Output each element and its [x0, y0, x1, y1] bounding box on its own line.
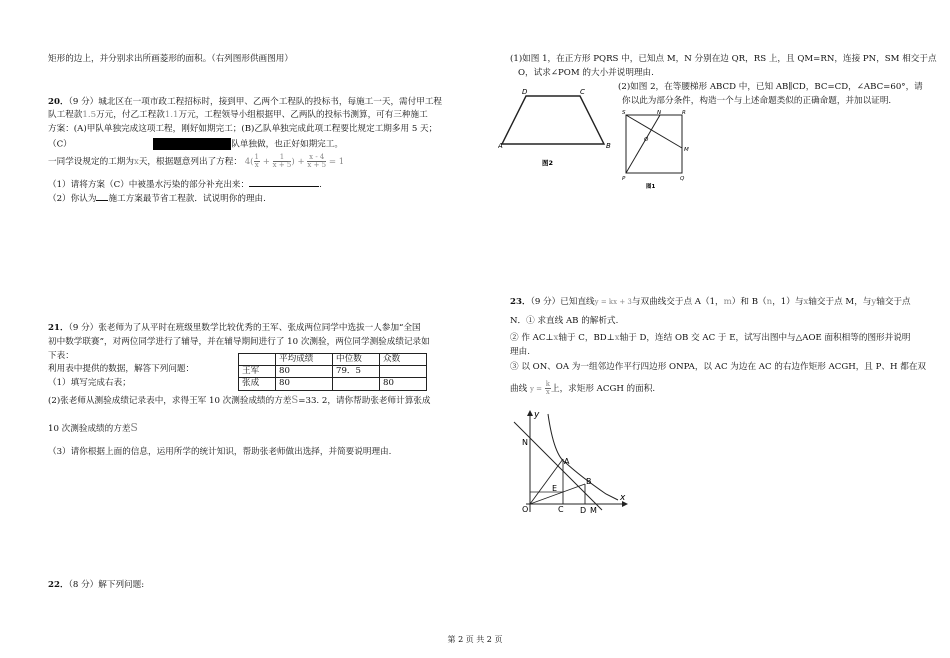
q20-value-2: 1.1 [164, 110, 179, 120]
q23-text-3b: 轴于 C，BD⊥ [558, 333, 615, 343]
q20-value-1: 1.5 [82, 110, 97, 120]
q20-sub2-text-b: 施工方案最节省工程款．试说明你的理由. [108, 194, 266, 204]
table-cell: 80 [276, 378, 333, 390]
q23-text-3a: ② 作 AC⊥ [510, 333, 554, 343]
q22-score: （8 分） [68, 580, 99, 590]
table-cell: 80 [380, 378, 427, 390]
eq-mid: ) + [291, 157, 305, 167]
label-e: E [552, 484, 558, 493]
q23-line-4: 理由. [510, 347, 530, 357]
q23-text-1c: ）和 B（ [731, 297, 767, 307]
var-x-3: x [614, 333, 620, 343]
q21-text-6a: (2)张老师从测验成绩记录表中，求得王军 10 次测验成绩的方差 [48, 396, 292, 406]
q22-text: 解下列问题: [98, 580, 145, 590]
q23-line-1: 23．（9 分）已知直线y = kx + 3与双曲线交于点 A（1，m）和 B（n，1）与x轴交于点 M，与y轴交于点 [510, 297, 911, 307]
variance-symbol-1: S [291, 395, 299, 406]
eq-rhs: = 1 [328, 157, 345, 167]
segment-pn [626, 115, 660, 173]
eq-plus: + [262, 157, 270, 167]
q20-var-x: x [133, 157, 139, 167]
q20-line-4 [48, 138, 343, 151]
trapezoid-shape [502, 96, 604, 144]
q21-number: 21 [48, 323, 60, 333]
q23-text-1a: 已知直线 [560, 297, 595, 307]
q23-text-3c: 轴于 D，连结 OB 交 AC 于 E，试写出图中与△AOE 面积相等的图形并说明 [619, 333, 911, 343]
vertex-label-r: R [682, 110, 686, 116]
label-x: x [620, 493, 626, 503]
q23-score: （9 分） [530, 297, 561, 307]
vertex-label-o: O [644, 137, 649, 143]
q20-equation [244, 153, 345, 169]
vertex-label-q: Q [680, 176, 685, 182]
eq-prefix: 4( [244, 157, 254, 167]
y-axis-arrow [527, 410, 533, 416]
q22-line: 22．（8 分）解下列问题: [48, 580, 145, 590]
left-column [0, 0, 470, 658]
q20-sub1-text: （1）请将方案（C）中被墨水污染的部分补充出来： [48, 180, 250, 190]
score-table [238, 353, 427, 391]
q23-number: 23 [510, 297, 522, 307]
q22-number: 22 [48, 580, 60, 590]
label-m: M [590, 506, 597, 515]
var-x: x [803, 297, 809, 307]
q20-score: （9 分） [68, 97, 99, 107]
q23-graph [510, 408, 630, 516]
q20-line-2 [48, 110, 428, 121]
answer-blank-2[interactable] [96, 191, 108, 201]
segment-ob [530, 484, 585, 504]
q20-sub1-end: . [319, 180, 322, 190]
q21-line-2: 初中数学联赛”，对两位同学进行了辅导，并在辅导期间进行了 10 次测验，两位同学测验成绩记录如 [48, 337, 430, 347]
table-cell: 80 [276, 366, 333, 378]
var-x-2: x [553, 333, 559, 343]
eq-frac-1: $\frac{1}{x}$ [254, 153, 259, 169]
label-c: C [558, 505, 564, 514]
label-b: B [586, 477, 592, 486]
segment-sm [626, 115, 682, 148]
intro-line: 矩形的边上，并分别求出所画菱形的面积。（右列图形供画图用） [48, 54, 293, 64]
table-header-cell: 平均成绩 [276, 354, 333, 366]
q20-text-2b: 万元，付乙工程款 [96, 110, 165, 120]
figure-1-square [620, 108, 692, 190]
figure-2-caption: 图2 [542, 159, 554, 167]
table-cell-empty[interactable] [380, 366, 427, 378]
table-cell: 张成 [239, 378, 276, 390]
figure-1-caption: 图1 [646, 184, 656, 190]
q20-text-1: 城北区在一项市政工程招标时，接到甲、乙两个工程队的投标书，每施工一天，需付甲工程 [98, 97, 443, 107]
q21-line-7 [48, 421, 138, 435]
variance-symbol-2: S [130, 421, 138, 434]
q23-text-1b: 与双曲线交于点 A（1， [631, 297, 724, 307]
label-o: O [522, 505, 529, 514]
q20-text-2a: 队工程款 [48, 110, 83, 120]
q20-text-5a: 一同学设规定的工期为 [48, 157, 134, 167]
var-n: n [766, 297, 773, 307]
table-cell: 王军 [239, 366, 276, 378]
page-footer: 第 2 页 共 2 页 [447, 635, 503, 644]
q23-text-6a: 曲线 [510, 384, 528, 394]
figure-2-trapezoid [498, 86, 618, 168]
label-d: D [580, 506, 587, 515]
vertex-label-c: C [580, 88, 585, 96]
table-header-cell: 众数 [380, 354, 427, 366]
q20-number: 20 [48, 97, 60, 107]
q21-text-7a: 10 次测验成绩的方差 [48, 424, 131, 434]
table-header-row [239, 354, 427, 366]
q21-line-5: （1）填写完成右表； [48, 378, 131, 388]
p1-line-a: (1)如图 1，在正方形 PQRS 中，已知点 M，N 分别在边 QR，RS 上，且 QM=RN，连接 PN，SM 相交于点 [510, 54, 937, 64]
q21-line-1: 21．（9 分）张老师为了从平时在班级里数学比较优秀的王军、张成两位同学中选拔一人参加“全国 [48, 323, 421, 333]
hyperbola-fraction: $\frac{k}{x}$ [545, 380, 550, 396]
q21-text-1: 张老师为了从平时在班级里数学比较优秀的王军、张成两位同学中选拔一人参加“全国 [98, 323, 421, 333]
table-cell-empty[interactable] [333, 378, 380, 390]
q20-text-5b: 天，根据题意列出了方程： [138, 157, 242, 167]
q23-text-1f: 轴交于点 [876, 297, 911, 307]
q23-line-5: ③ 以 ON、OA 为一组邻边作平行四边形 ONPA，以 AC 为边在 AC 的右边作矩形 ACGH，且 P、H 都在双 [510, 362, 927, 372]
q21-line-6 [48, 394, 430, 407]
eq-frac-3: $\frac{x - 4}{x + 5}$ [307, 153, 327, 169]
q20-text-4b: 队单独做，也正好如期完工。 [231, 139, 343, 150]
q23-text-6b: 上，求矩形 ACGH 的面积. [550, 384, 656, 394]
q23-line-6 [510, 381, 655, 396]
p2-line-b: 你以此为部分条件，构造一个与上述命题类似的正确命题，并加以证明. [622, 96, 892, 106]
q20-line-1: 20．（9 分）城北区在一项市政工程招标时，接到甲、乙两个工程队的投标书，每施工一天，需付甲工程 [48, 97, 443, 107]
q21-text-6b: =33. 2，请你帮助张老师计算张成 [298, 396, 431, 406]
q20-text-2c: 万元，工程领导小组根据甲、乙两队的投标书测算，可有三种施工 [178, 110, 428, 120]
q20-sub-1 [48, 177, 322, 191]
answer-blank-1[interactable] [249, 177, 319, 187]
table-cell: 79．5 [333, 366, 380, 378]
vertex-label-m: M [684, 147, 689, 153]
q21-line-8: （3）请你根据上面的信息，运用所学的统计知识，帮助张老师做出选择，并简要说明理由. [48, 447, 392, 457]
ink-blot-redaction [153, 138, 231, 150]
q20-sub-2 [48, 191, 266, 205]
vertex-label-s: S [622, 110, 626, 116]
q20-line-3: 方案：(A)甲队单独完成这项工程，刚好如期完工；(B)乙队单独完成此项工程要比规定工期多用 5 天； [48, 124, 438, 134]
label-a: A [564, 457, 570, 466]
segment-oa [530, 459, 563, 504]
q21-score: （9 分） [68, 323, 99, 333]
hyperbola-lhs: y = [529, 385, 542, 393]
vertex-label-b: B [606, 142, 611, 150]
table-header-cell: 中位数 [333, 354, 380, 366]
q20-sub2-text-a: （2）你认为 [48, 194, 97, 204]
table-row [239, 366, 427, 378]
q23-text-1e: 轴交于点 M，与 [808, 297, 872, 307]
line-equation: y = kx + 3 [594, 298, 632, 306]
right-column [470, 0, 950, 658]
q20-line-5 [48, 154, 344, 169]
vertex-label-d: D [522, 88, 528, 96]
hyperbola-curve [548, 414, 618, 500]
table-row [239, 378, 427, 390]
vertex-label-n: N [657, 110, 662, 116]
square-shape [626, 115, 682, 173]
q21-line-3: 下表： [48, 351, 74, 361]
p2-line-a: (2)如图 2，在等腰梯形 ABCD 中，已知 AB∥CD，BC=CD，∠ABC=60°，请 [618, 82, 923, 92]
var-m: m [723, 297, 732, 307]
label-y: y [534, 410, 540, 420]
q23-line-2: N．① 求直线 AB 的解析式. [510, 316, 619, 326]
vertex-label-p: P [622, 176, 626, 182]
p1-line-b: O，试求∠POM 的大小并说明理由. [518, 68, 654, 78]
vertex-label-a: A [498, 142, 503, 150]
var-y: y [871, 297, 877, 307]
q20-option-c: （C） [48, 139, 72, 150]
q21-line-4: 利用表中提供的数据，解答下列问题： [48, 364, 195, 374]
eq-frac-2: $\frac{1}{x + 5}$ [272, 153, 292, 169]
label-n: N [522, 438, 528, 447]
table-header-cell [239, 354, 276, 366]
q23-line-3 [510, 333, 910, 344]
q23-text-1d: ，1）与 [772, 297, 804, 307]
